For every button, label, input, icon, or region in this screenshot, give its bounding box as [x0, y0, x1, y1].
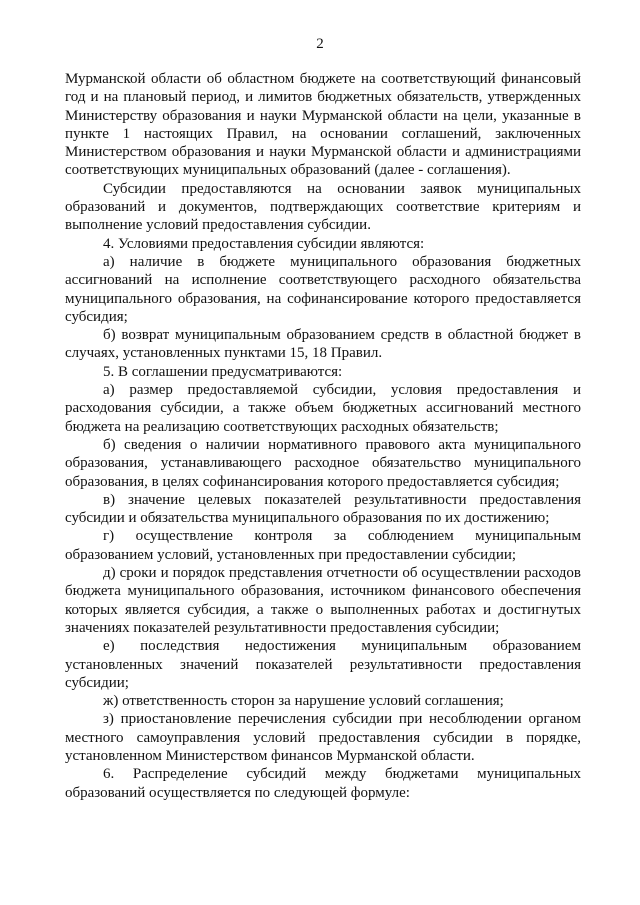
paragraph: 4. Условиями предоставления субсидии являются: — [103, 235, 425, 252]
paragraph: а) наличие в бюджете муниципального образования бюджетных ассигнований на исполнение соответствующего расходного обязательства муниципального образования, на софинансирование которого предоставляется субсидия; — [65, 253, 581, 325]
paragraph: д) сроки и порядок представления отчетности об осуществлении расходов бюджета муниципального образования, источником финансового обеспечения которых является субсидия, а также о выполненных работах и достигнутых значениях показателей результативности предоставления субсидии; — [65, 565, 581, 636]
paragraph: Субсидии предоставляются на основании заявок муниципальных образований и документов, подтверждающих соответствие критериям и выполнение условий предоставления субсидии. — [65, 180, 581, 234]
paragraph: б) возврат муниципальным образованием средств в областной бюджет в случаях, установленных пунктами 15, 18 Правил. — [65, 327, 581, 362]
paragraph: а) размер предоставляемой субсидии, условия предоставления и расходования субсидии, а также объем бюджетных ассигнований местного бюджета на реализацию соответствующих расходных обязательств; — [65, 382, 581, 435]
paragraph: 5. В соглашении предусматриваются: — [103, 363, 343, 380]
paragraph: 6. Распределение субсидий между бюджетами муниципальных образований осуществляется по следующей формуле: — [65, 766, 581, 801]
page-number: 2 — [316, 36, 324, 52]
paragraph: ж) ответственность сторон за нарушение условий соглашения; — [103, 693, 504, 710]
paragraph: г) осуществление контроля за соблюдением муниципальным образованием условий, установленных при предоставлении субсидии; — [65, 528, 581, 563]
paragraph: в) значение целевых показателей результативности предоставления субсидии и обязательства муниципального образования по их достижению; — [65, 491, 581, 527]
paragraph: з) приостановление перечисления субсидии при несоблюдении органом местного самоуправления условий предоставления субсидии в порядке, установленном Министерством финансов Мурманской области. — [65, 711, 581, 764]
document-body — [65, 70, 581, 802]
paragraph: е) последствия недостижения муниципальным образованием установленных значений показателей результативности предоставления субсидии; — [65, 638, 581, 691]
paragraph: Мурманской области об областном бюджете на соответствующий финансовый год и на плановый период, и лимитов бюджетных обязательств, утвержденных Министерству образования и науки Мурманской области на цели, указанные в пункте 1 настоящих Правил, на основании соглашений, заключенных Министерством образования и науки Мурманской области и администрациями соответствующих муниципальных образований (далее - соглашения). — [65, 71, 581, 179]
paragraph: б) сведения о наличии нормативного правового акта муниципального образования, устанавливающего расходное обязательство муниципального образования, в целях софинансирования которого предоставляется субсидия; — [65, 436, 581, 490]
